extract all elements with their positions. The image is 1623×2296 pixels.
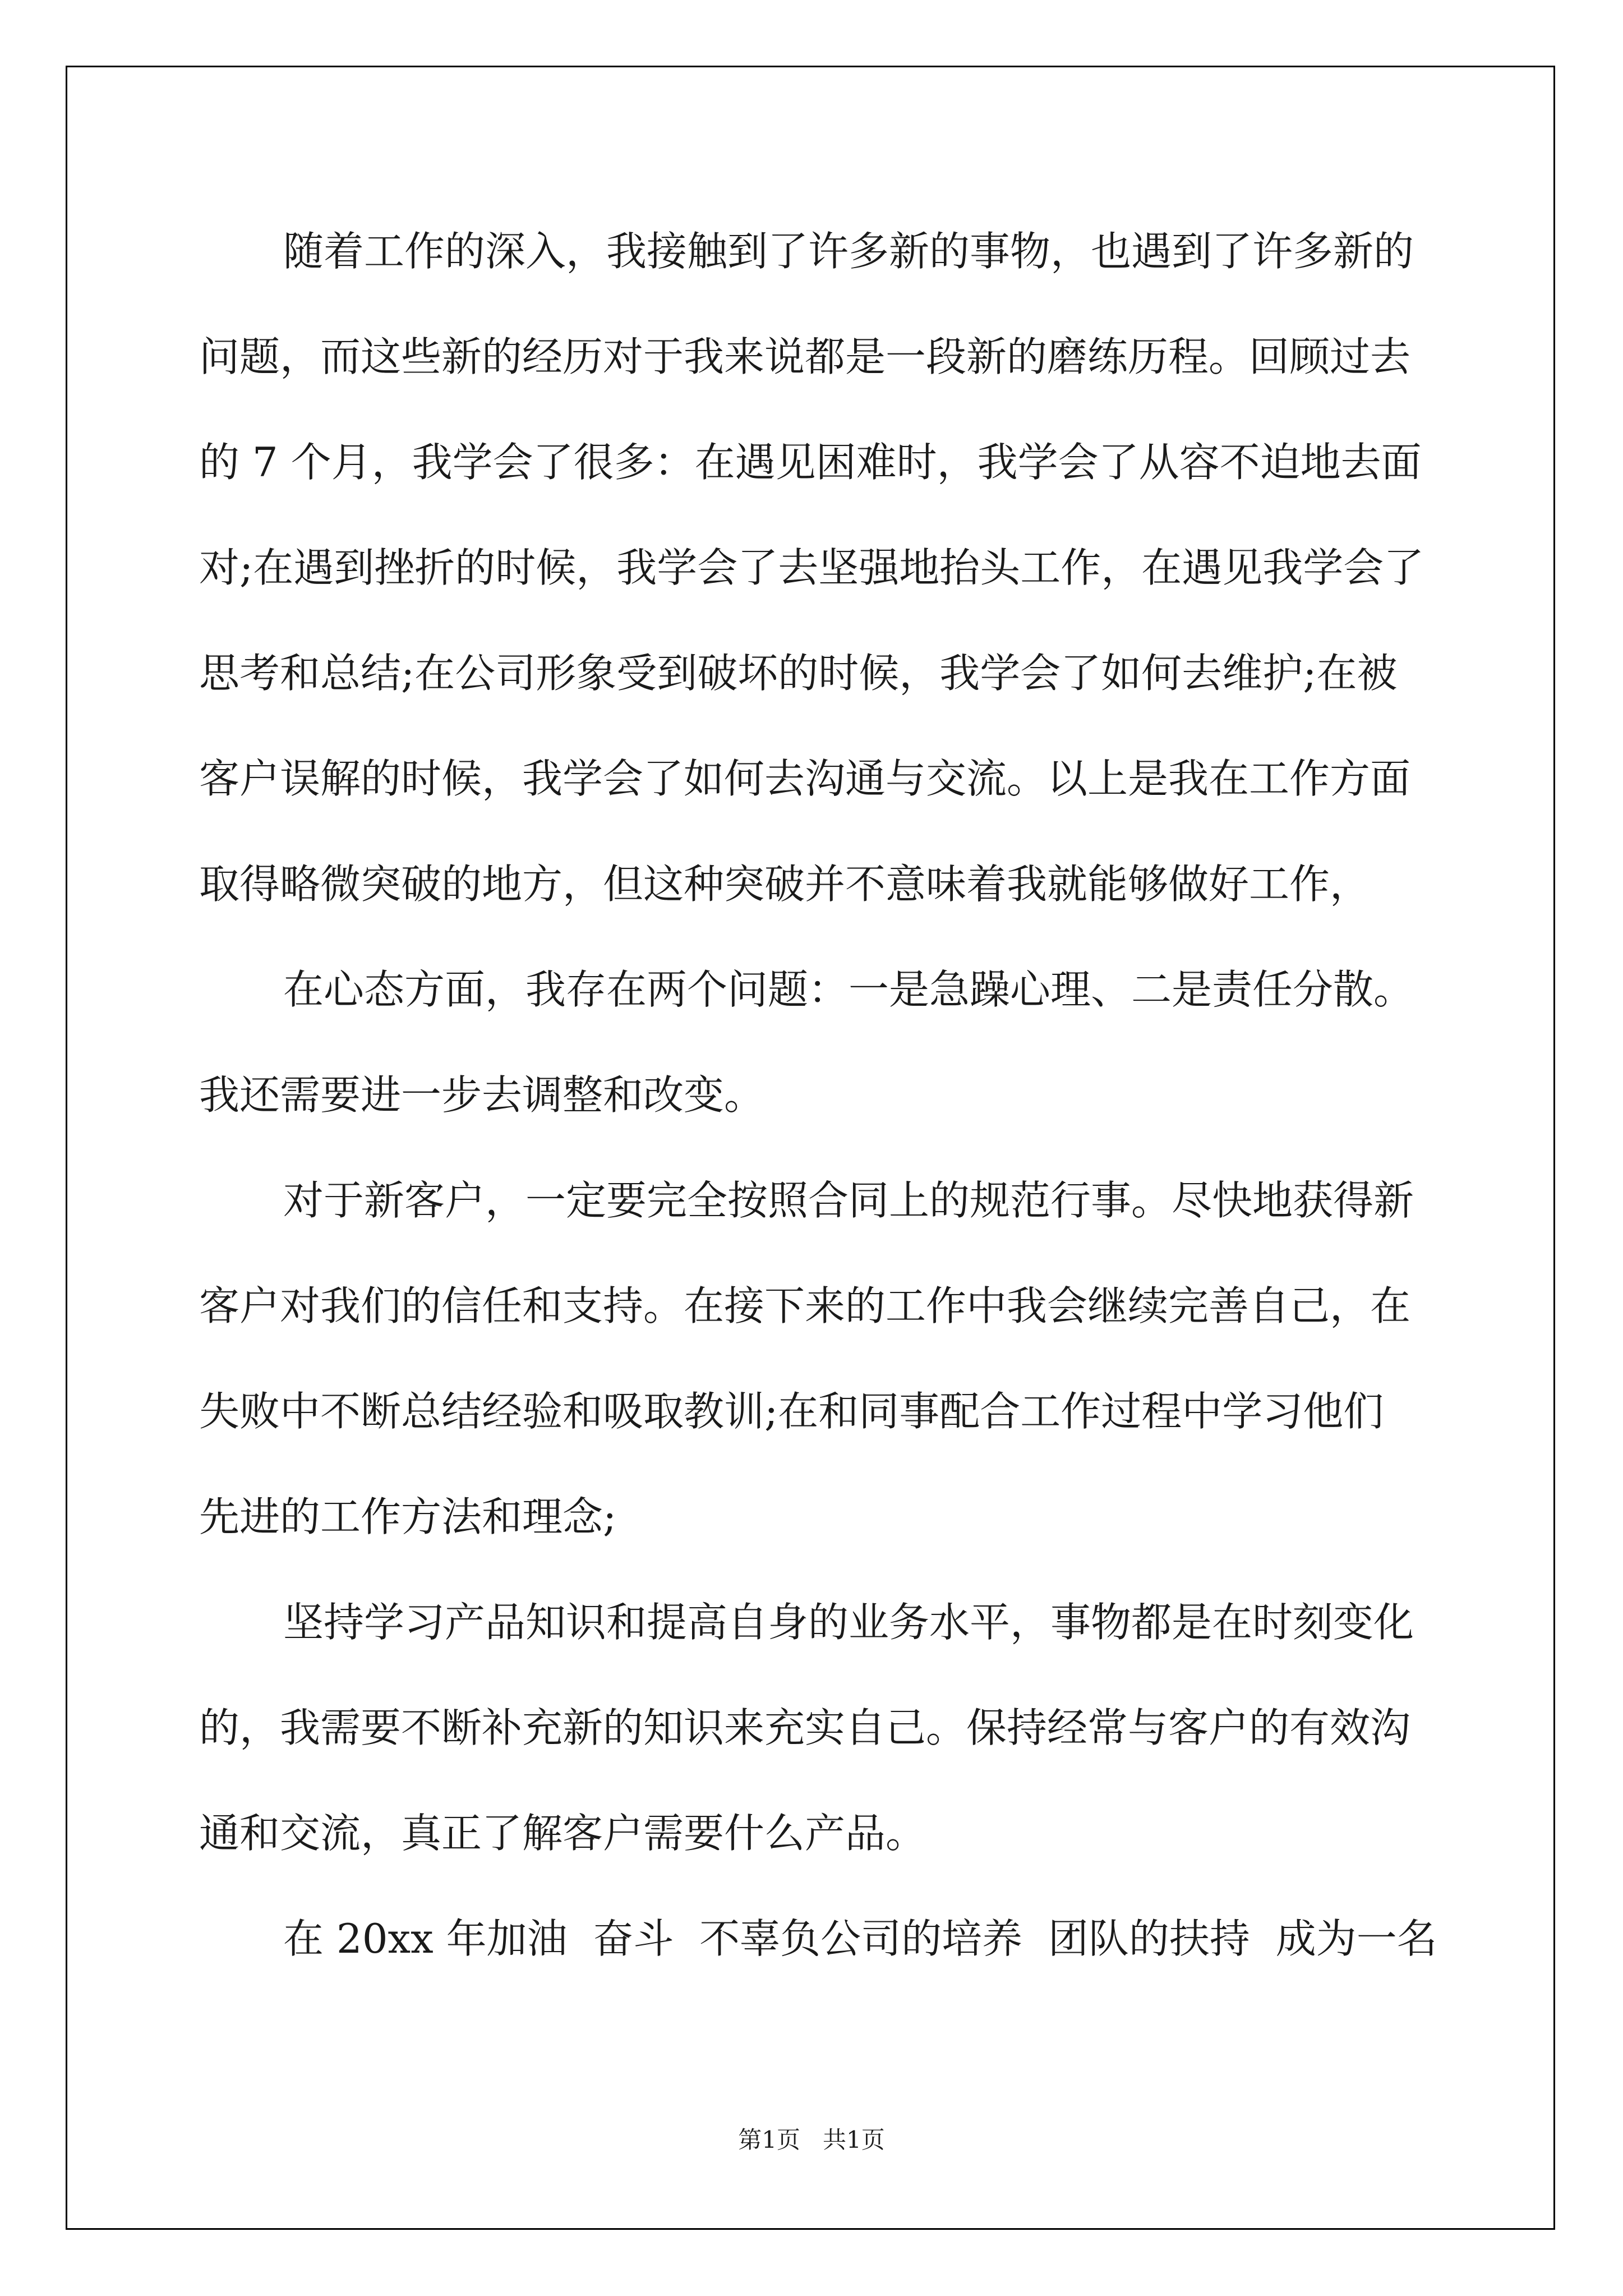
text-line: 客户误解的时候，我学会了如何去沟通与交流。以上是我在工作方面	[199, 755, 1411, 802]
text-line: 先进的工作方法和理念;	[199, 1493, 617, 1540]
text-line: 客户对我们的信任和支持。在接下来的工作中我会继续完善自己，在	[199, 1282, 1411, 1329]
text-line: 的，我需要不断补充新的知识来充实自己。保持经常与客户的有效沟	[199, 1704, 1411, 1751]
text-line: 随着工作的深入，我接触到了许多新的事物，也遇到了许多新的	[283, 228, 1414, 275]
text-line: 取得略微突破的地方，但这种突破并不意味着我就能够做好工作，	[199, 861, 1371, 908]
text-line: 的 7 个月，我学会了很多：在遇见困难时，我学会了从容不迫地去面	[199, 439, 1422, 486]
paragraph-1	[199, 218, 1422, 956]
paragraph-3	[199, 1167, 1422, 1589]
document-body	[199, 218, 1437, 2010]
text-line: 坚持学习产品知识和提高自身的业务水平，事物都是在时刻变化	[283, 1599, 1414, 1646]
text-line: 在心态方面，我存在两个问题：一是急躁心理、二是责任分散。	[283, 966, 1414, 1013]
paragraph-2	[199, 956, 1422, 1167]
text-line: 失败中不断总结经验和吸取教训;在和同事配合工作过程中学习他们	[199, 1388, 1384, 1435]
text-line: 对;在遇到挫折的时候，我学会了去坚强地抬头工作，在遇见我学会了	[199, 544, 1424, 591]
page-number-footer: 第1页 共1页	[738, 2126, 885, 2154]
text-line: 我还需要进一步去调整和改变。	[199, 1071, 765, 1119]
paragraph-4	[199, 1589, 1422, 1905]
text-line: 对于新客户，一定要完全按照合同上的规范行事。尽快地获得新	[283, 1177, 1414, 1224]
paragraph-5	[199, 1905, 1437, 2010]
text-line: 在 20xx 年加油 奋斗 不辜负公司的培养 团队的扶持 成为一名	[283, 1915, 1437, 1962]
text-line: 问题，而这些新的经历对于我来说都是一段新的磨练历程。回顾过去	[199, 333, 1411, 380]
text-line: 思考和总结;在公司形象受到破坏的时候，我学会了如何去维护;在被	[199, 650, 1398, 697]
text-line: 通和交流，真正了解客户需要什么产品。	[199, 1810, 926, 1857]
